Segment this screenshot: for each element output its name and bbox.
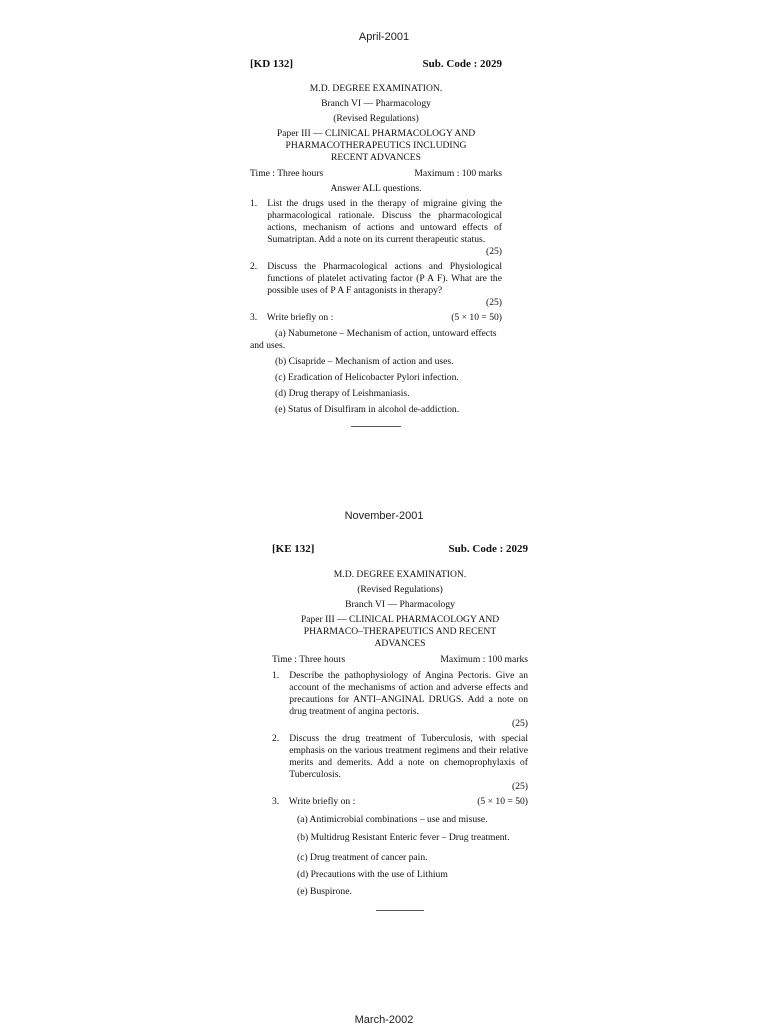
- time-allowed: Time : Three hours: [250, 168, 324, 179]
- exam-branch: Branch VI — Pharmacology: [345, 599, 455, 610]
- question-text: [272, 796, 355, 808]
- question: [250, 198, 502, 246]
- paper-title-line-2: PHARMACO–THERAPEUTICS AND RECENT: [303, 626, 497, 637]
- question-text: Describe the pathophysiology of Angina Pectoris. Give an account of the mechanisms of action and adverse effects and precautions for ANTI–ANGINAL DRUGS. Add a note on drug treatment of angina pectoris.: [289, 670, 528, 717]
- sub-question: (d) Precautions with the use of Lithium: [297, 869, 448, 880]
- question-number: 1.: [272, 670, 280, 681]
- question-number: 2.: [250, 261, 258, 272]
- question: [272, 733, 528, 781]
- paper-code: [KD 132]: [250, 58, 294, 70]
- question: [272, 670, 528, 718]
- maximum-marks: Maximum : 100 marks: [440, 654, 528, 665]
- question-marks: (25): [512, 718, 528, 729]
- next-exam-date: March-2002: [354, 1014, 414, 1026]
- end-divider: [351, 426, 401, 427]
- exam-title: M.D. DEGREE EXAMINATION.: [333, 569, 467, 580]
- sub-question: (c) Drug treatment of cancer pain.: [297, 852, 428, 863]
- paper-title-line-3: ADVANCES: [374, 638, 426, 649]
- exam-regulations: (Revised Regulations): [357, 584, 443, 595]
- sub-code: Sub. Code : 2029: [448, 543, 528, 555]
- question-prompt: Write briefly on :: [288, 796, 356, 807]
- exam-title: M.D. DEGREE EXAMINATION.: [309, 83, 443, 94]
- sub-question: (e) Buspirone.: [297, 886, 352, 897]
- question-text: [250, 312, 333, 324]
- time-marks-row: [250, 168, 502, 180]
- question-text: List the drugs used in the therapy of migraine giving the pharmacological rationale. Discuss the pharmacological actions, mechanism of actions and untoward effects of Sumatriptan. Add a note on its current therapeutic status.: [267, 198, 502, 245]
- question-marks: (5 × 10 = 50): [451, 312, 502, 323]
- sub-question: (c) Eradication of Helicobacter Pylori infection.: [275, 372, 459, 383]
- paper-header: [272, 543, 528, 555]
- question-marks: (5 × 10 = 50): [477, 796, 528, 807]
- sub-question: (d) Drug therapy of Leishmaniasis.: [275, 388, 410, 399]
- question-number: 1.: [250, 198, 258, 209]
- paper-title-line-1: Paper III — CLINICAL PHARMACOLOGY AND: [300, 614, 500, 625]
- time-marks-row: [272, 654, 528, 666]
- exam-paper: [272, 543, 528, 911]
- instructions: Answer ALL questions.: [330, 183, 422, 194]
- paper-header: [250, 58, 502, 70]
- paper-code: [KE 132]: [272, 543, 315, 555]
- paper-title-line-2: PHARMACOTHERAPEUTICS INCLUDING: [285, 140, 467, 151]
- sub-question: (b) Multidrug Resistant Enteric fever – Drug treatment.: [297, 832, 510, 843]
- paper-title-line-1: Paper III — CLINICAL PHARMACOLOGY AND: [276, 128, 476, 139]
- sub-code: Sub. Code : 2029: [422, 58, 502, 70]
- question: [250, 312, 502, 324]
- sub-question: (b) Cisapride – Mechanism of action and uses.: [275, 356, 454, 367]
- maximum-marks: Maximum : 100 marks: [414, 168, 502, 179]
- exam-date: April-2001: [358, 31, 410, 43]
- exam-branch: Branch VI — Pharmacology: [321, 98, 431, 109]
- question-number: 3.: [250, 312, 258, 323]
- question-number: 3.: [272, 796, 280, 807]
- question-marks: (25): [486, 297, 502, 308]
- sub-question: (a) Antimicrobial combinations – use and misuse.: [297, 814, 488, 825]
- exam-date: November-2001: [344, 510, 424, 522]
- question-number: 2.: [272, 733, 280, 744]
- time-allowed: Time : Three hours: [272, 654, 346, 665]
- exam-paper: [250, 58, 502, 427]
- question-prompt: Write briefly on :: [266, 312, 334, 323]
- exam-regulations: (Revised Regulations): [333, 113, 419, 124]
- paper-title-line-3: RECENT ADVANCES: [330, 152, 421, 163]
- question-text: Discuss the Pharmacological actions and Physiological functions of platelet activating factor (P A F). What are the possible uses of P A F antagonists in therapy?: [267, 261, 502, 296]
- sub-question: (e) Status of Disulfiram in alcohol de-addiction.: [275, 404, 460, 415]
- question-marks: (25): [486, 246, 502, 257]
- question: [250, 261, 502, 297]
- question-text: Discuss the drug treatment of Tuberculosis, with special emphasis on the various treatment regimens and their relative merits and demerits. Add a note on chemoprophylaxis of Tuberculosis.: [289, 733, 528, 780]
- sub-question: (a) Nabumetone – Mechanism of action, untoward effects and uses.: [250, 328, 497, 351]
- question-marks: (25): [512, 781, 528, 792]
- question: [272, 796, 528, 808]
- end-divider: [376, 910, 424, 911]
